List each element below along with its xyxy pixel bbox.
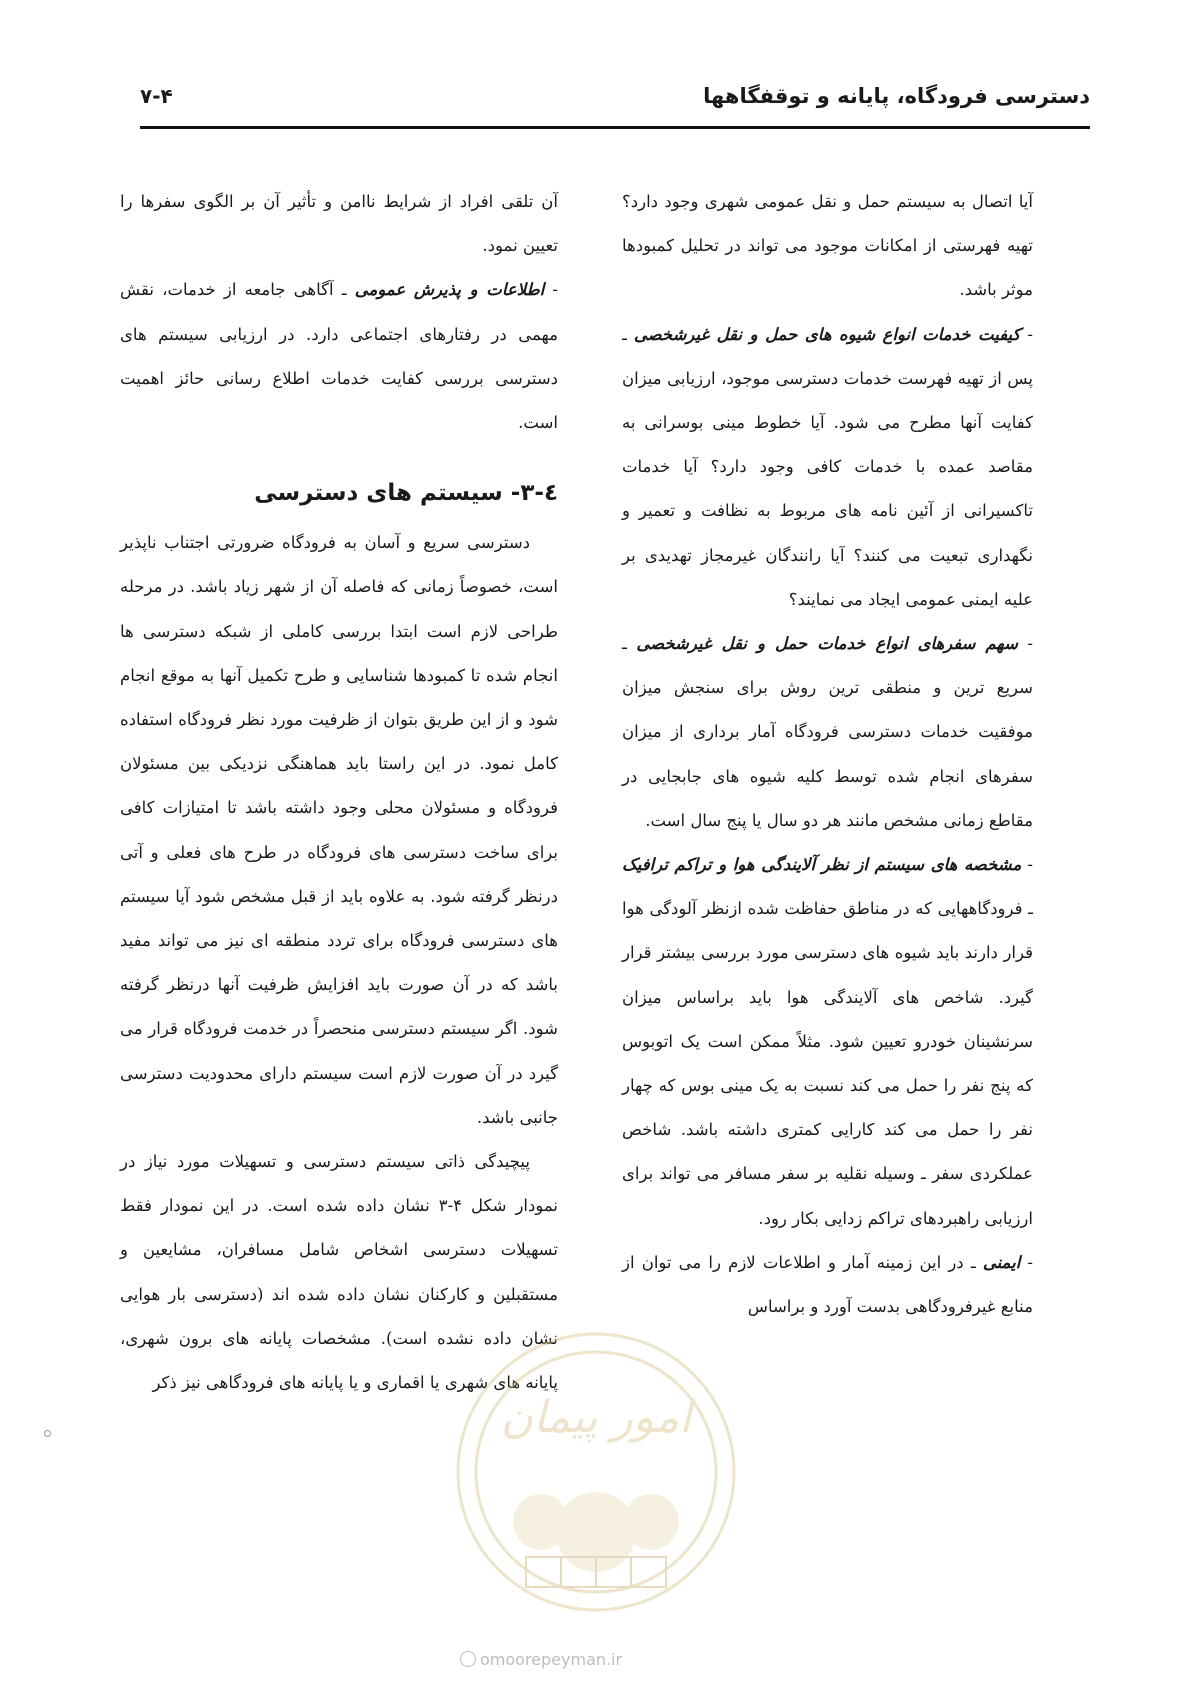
- page-number: ۷-۴: [140, 84, 173, 108]
- watermark-logo-text: امور پیمان: [500, 1392, 692, 1443]
- item-body: سریع ترین و منطقی ترین روش برای سنجش میزان موفقیت خدمات دسترسی فرودگاه آمار برداری از میزان سفرهای انجام شده توسط کلیه شیوه های جابجایی در مقاطع زمانی مشخص مانند هر دو سال یا پنج سال است.: [622, 678, 1033, 830]
- item-title: مشخصه های سیستم از نظر آلایندگی هوا و تراکم ترافیک: [622, 855, 1022, 875]
- watermark-url-text: omoorepeyman.ir: [480, 1650, 623, 1669]
- item-body: پس از تهیه فهرست خدمات دسترسی موجود، ارزیابی میزان کفایت آنها مطرح می شود. آیا خطوط مینی بوسرانی به مقاصد عمده با خدمات کافی وجود دارد؟ آیا خدمات تاکسیرانی از آئین نامه های مربوط به نظافت و تعمیر و نگهداری تبعیت می کنند؟ آیا رانندگان غیرمجاز تهدیدی بر علیه ایمنی عمومی ایجاد می نمایند؟: [622, 368, 1033, 609]
- list-item: - کیفیت خدمات انواع شیوه های حمل و نقل غیرشخصی ـ پس از تهیه فهرست خدمات دسترسی موجود، ارزیابی میزان کفایت آنها مطرح می شود. آیا خطوط مینی بوسرانی به مقاصد عمده با خدمات کافی وجود دارد؟ آیا خدمات تاکسیرانی از آئین نامه های مربوط به نظافت و تعمیر و نگهداری تبعیت می کنند؟ آیا رانندگان غیرمجاز تهدیدی بر علیه ایمنی عمومی ایجاد می نمایند؟: [622, 324, 1033, 609]
- item-title: سهم سفرهای انواع خدمات حمل و نقل غیرشخصی: [636, 634, 1018, 654]
- right-column: [622, 180, 1033, 1329]
- paragraph: آیا اتصال به سیستم حمل و نقل عمومی شهری وجود دارد؟ تهیه فهرستی از امکانات موجود می تواند در تحلیل کمبودها موثر باشد.: [622, 192, 1033, 300]
- section-heading: ٤-٣- سیستم های دسترسی: [254, 480, 558, 507]
- item-body: آگاهی جامعه از خدمات، نقش مهمی در رفتارهای اجتماعی دارد. در ارزیابی سیستم های دسترسی بررسی کفایت خدمات اطلاع رسانی حائز اهمیت است.: [120, 280, 558, 433]
- item-title: ایمنی: [982, 1252, 1021, 1272]
- item-title: کیفیت خدمات انواع شیوه های حمل و نقل غیرشخصی: [633, 324, 1021, 344]
- item-title: اطلاعات و پذیرش عمومی: [354, 280, 545, 300]
- watermark-url: [460, 1650, 622, 1669]
- watermark-logo-icon: [446, 1322, 746, 1622]
- running-title: دسترسی فرودگاه، پایانه و توقفگاهها: [703, 84, 1090, 108]
- globe-icon: [460, 1651, 476, 1667]
- paragraph: دسترسی سریع و آسان به فرودگاه ضرورتی اجتناب ناپذیر است، خصوصاً زمانی که فاصله آن از شهر زیاد باشد. در مرحله طراحی لازم است ابتدا بررسی کاملی از شبکه دسترسی ها انجام شده تا کمبودها شناسایی و طرح تکمیل آنها به موقع انجام شود و از این طریق بتوان از ظرفیت مورد نظر فرودگاه استفاده کامل نمود. در این راستا باید هماهنگی نزدیکی بین مسئولان فرودگاه و مسئولان محلی وجود داشته باشد تا امتیازات کافی برای ساخت دسترسی های فرودگاه در طرح های فعلی و آتی درنظر گرفته شود. به علاوه باید از قبل مشخص شود آیا سیستم های دسترسی فرودگاه برای تردد منطقه ای نیز می تواند مفید باشد که در آن صورت باید افزایش ظرفیت آنها درنظر گرفته شود. اگر سیستم دسترسی منحصراً در خدمت فرودگاه قرار می گیرد در آن صورت لازم است سیستم دارای محدودیت دسترسی جانبی باشد.: [120, 533, 558, 1127]
- list-item: - اطلاعات و پذیرش عمومی ـ آگاهی جامعه از خدمات، نقش مهمی در رفتارهای اجتماعی دارد. در ارزیابی سیستم های دسترسی بررسی کفایت خدمات اطلاع رسانی حائز اهمیت است.: [120, 280, 558, 433]
- paragraph: پیچیدگی ذاتی سیستم دسترسی و تسهیلات مورد نیاز در نمودار شکل ۴-۳ نشان داده شده است. در این نمودار فقط تسهیلات دسترسی اشخاص شامل مسافران، مشایعین و مستقبلین و کارکنان نشان داده شده اند (دسترسی بار هوایی نشان داده نشده است). مشخصات پایانه های برون شهری، پایانه های شهری یا اقماری و یا پایانه های فرودگاهی نیز ذکر: [120, 1152, 558, 1393]
- list-item: - ایمنی ـ در این زمینه آمار و اطلاعات لازم را می توان از منابع غیرفرودگاهی بدست آورد و براساس: [622, 1252, 1034, 1317]
- item-body: فرودگاههایی که در مناطق حفاظت شده ازنظر آلودگی هوا قرار دارند باید شیوه های دسترسی مورد بررسی بیشتر قرار گیرد. شاخص های آلایندگی هوا باید براساس میزان سرنشینان خودرو تعیین شود. مثلاً ممکن است یک اتوبوس که پنج نفر را حمل می کند نسبت به یک مینی بوس که چهار نفر را حمل می کند کارایی کمتری داشته باشد. شاخص عملکردی سفر ـ وسیله نقلیه بر سفر مسافر می تواند برای ارزیابی راهبردهای تراکم زدایی بکار رود.: [622, 899, 1033, 1228]
- paragraph: آن تلقی افراد از شرایط ناامن و تأثیر آن بر الگوی سفرها را تعیین نمود.: [120, 192, 558, 256]
- margin-dot: [44, 1430, 51, 1437]
- left-column: [120, 180, 558, 1405]
- list-item: - سهم سفرهای انواع خدمات حمل و نقل غیرشخصی ـ سریع ترین و منطقی ترین روش برای سنجش میزان موفقیت خدمات دسترسی فرودگاه آمار برداری از میزان سفرهای انجام شده توسط کلیه شیوه های جابجایی در مقاطع زمانی مشخص مانند هر دو سال یا پنج سال است.: [622, 634, 1033, 830]
- list-item: - مشخصه های سیستم از نظر آلایندگی هوا و تراکم ترافیک ـ فرودگاههایی که در مناطق حفاظت شده ازنظر آلودگی هوا قرار دارند باید شیوه های دسترسی مورد بررسی بیشتر قرار گیرد. شاخص های آلایندگی هوا باید براساس میزان سرنشینان خودرو تعیین شود. مثلاً ممکن است یک اتوبوس که پنج نفر را حمل می کند نسبت به یک مینی بوس که چهار نفر را حمل می کند کارایی کمتری داشته باشد. شاخص عملکردی سفر ـ وسیله نقلیه بر سفر مسافر می تواند برای ارزیابی راهبردهای تراکم زدایی بکار رود.: [622, 855, 1033, 1228]
- page-header: [140, 78, 1090, 118]
- header-rule: [140, 126, 1090, 129]
- item-body: در این زمینه آمار و اطلاعات لازم را می توان از منابع غیرفرودگاهی بدست آورد و براساس: [622, 1252, 1033, 1317]
